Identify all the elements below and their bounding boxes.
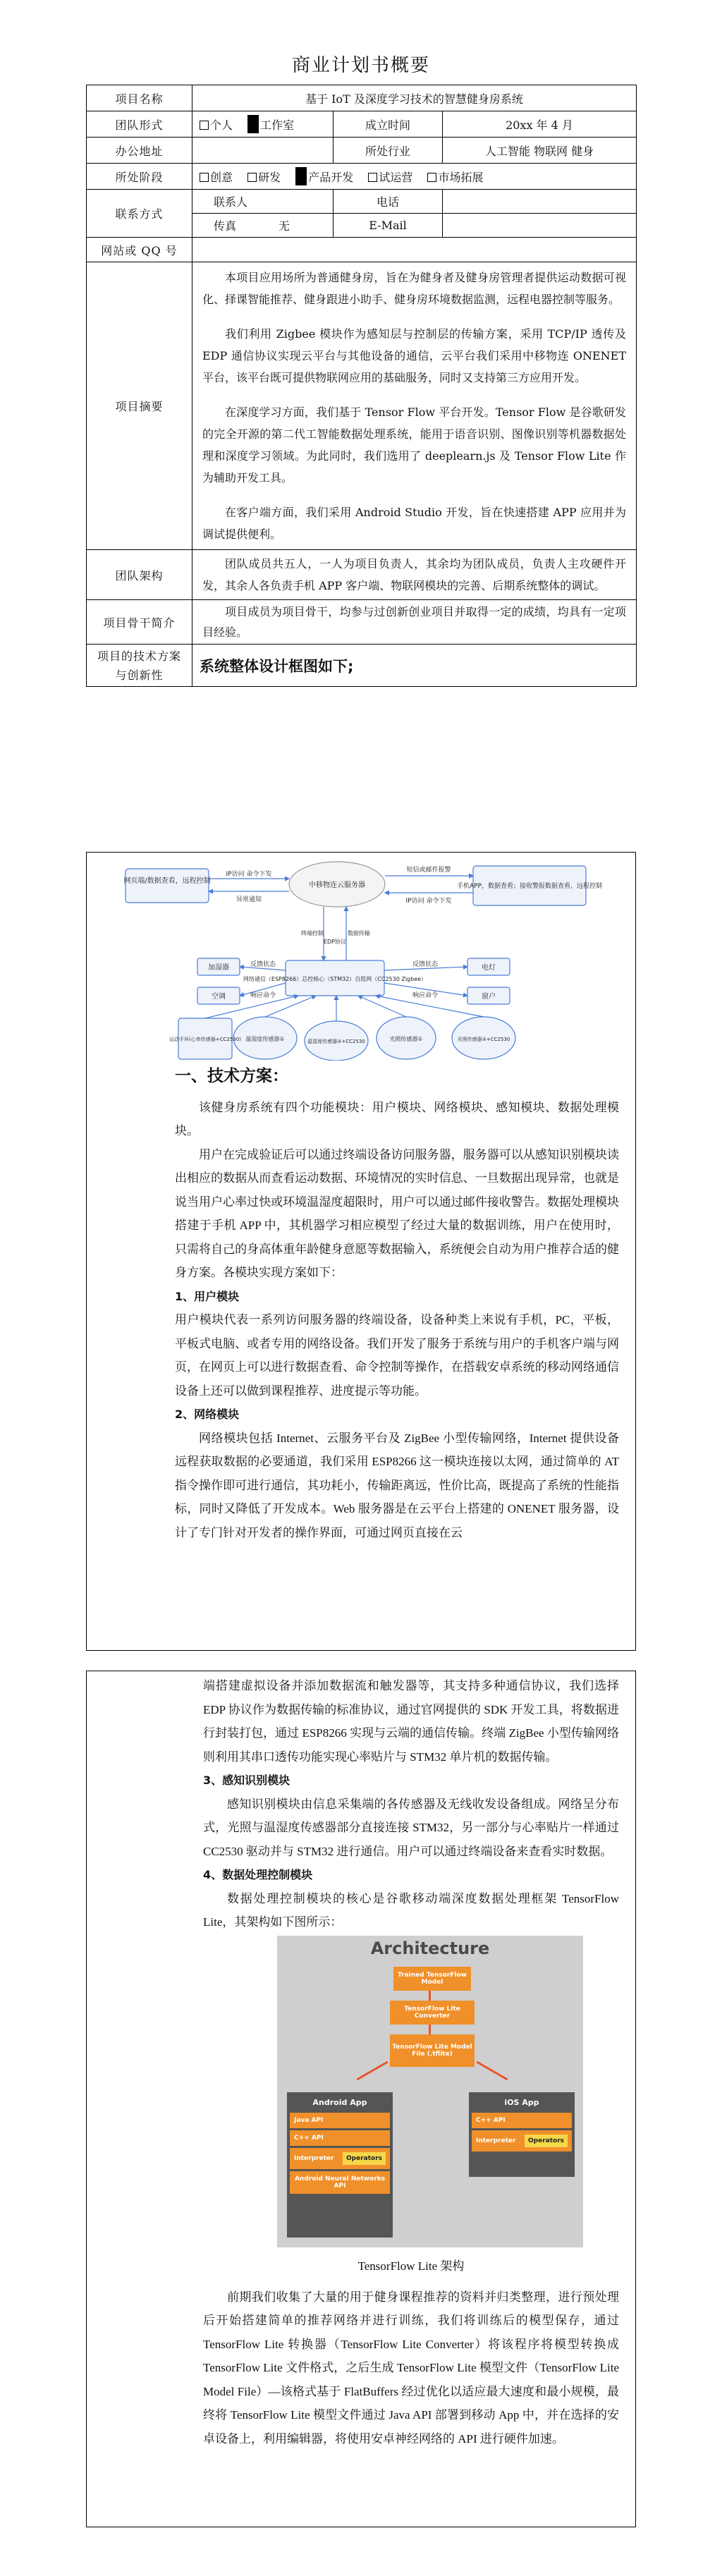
text-door: 窗户: [482, 993, 496, 1001]
arch-arrow-left: [357, 2061, 388, 2081]
label-office: 办公地址: [87, 138, 192, 164]
arch-ios-interpreter-row: [472, 2130, 572, 2151]
arch-converter: TensorFlow Lite Converter: [390, 2001, 475, 2025]
label-contact: 联系方式: [87, 190, 192, 238]
row-team-structure: [87, 550, 637, 600]
tech-section-box: [86, 852, 636, 1651]
arch-ios-cpp-api: C++ API: [472, 2113, 572, 2128]
value-tech-heading: 系统整体设计框图如下;: [192, 645, 637, 687]
page-title: 商业计划书概要: [291, 55, 430, 76]
value-industry: 人工智能 物联网 健身: [443, 138, 637, 164]
row-team-form: [87, 111, 637, 138]
checkbox-individual[interactable]: [200, 121, 209, 130]
edge-fb1: 反馈状态: [250, 961, 276, 968]
label-website: 网站或 QQ 号: [87, 238, 192, 262]
text-remote: 网页端/数据查看，远程控制: [123, 877, 211, 885]
tech-text-block-2: [203, 1674, 619, 1934]
edge-resp2: 响应命令: [412, 992, 439, 999]
label-team-structure: 团队架构: [87, 550, 192, 600]
section-user-title: 1、用户模块: [175, 1289, 240, 1303]
row-contact-1: [87, 190, 637, 214]
value-founded: 20xx 年 4 月: [443, 111, 637, 138]
edge-alarm1: 异常通知: [235, 896, 262, 903]
text-sensor2: 温湿度传感器①: [245, 1036, 285, 1042]
row-website: [87, 238, 637, 262]
summary-body: [192, 262, 637, 550]
checkbox-studio-checked[interactable]: [247, 115, 259, 133]
arch-android-app: [287, 2092, 393, 2238]
edge-ip2: IP访问 命令下发: [405, 898, 452, 905]
section-network-title: 2、网络模块: [175, 1408, 240, 1421]
arch-arrow-right: [477, 2061, 508, 2081]
label-stage: 所处阶段: [87, 164, 192, 190]
label-phone: 电话: [334, 190, 443, 214]
section-sensing-text: 感知识别模块由信息采集端的各传感器及无线收发设备组成。网络呈分布式，光照与温湿度传感器部分直接连接 STM32，另一部分与心率贴片一样通过 CC2530 驱动并与 STM32 进行通信。用户可以通过终端设备来查看实时数据。: [203, 1797, 619, 1858]
team-intro-body: [192, 600, 637, 645]
arch-trained-model: Trained TensorFlow Model: [393, 1967, 471, 1991]
team-structure-text: 团队成员共五人，一人为项目负责人，其余均为团队成员，负责人主攻硬件开发，其余人各负责手机 APP 客户端、物联网模块的完善、后期系统整体的调试。: [202, 557, 626, 592]
option-studio: 工作室: [260, 118, 295, 132]
row-project-name: [87, 85, 637, 111]
arch-arrow-2: [429, 2025, 431, 2034]
option-idea: 创意: [210, 171, 233, 184]
arch-interpreter-row: [290, 2148, 390, 2169]
checkbox-idea[interactable]: [200, 173, 209, 182]
arch-cpp-api: C++ API: [290, 2130, 390, 2146]
arch-android-title: Android App: [312, 2098, 367, 2107]
label-industry: 所处行业: [334, 138, 443, 164]
row-team-intro: [87, 600, 637, 645]
label-summary: 项目摘要: [87, 262, 192, 550]
edge-data: 数据传输: [348, 930, 370, 936]
arch-ios-title: iOS App: [504, 2098, 539, 2107]
option-product-dev: 产品开发: [308, 171, 354, 184]
final-paragraph: 前期我们收集了大量的用于健身课程推荐的资料并归类整理，进行预处理后开始搭建简单的推荐网络并进行训练，我们将训练后的模型保存，通过 TensorFlow Lite 转换器（TensorFlow Lite Converter）将该程序将模型转换成 TensorFlow Lite 文件格式，之后生成 TensorFlow Lite 模型文件（TensorFlow Lite Model File）—该格式基于 FlatBuffers 经过优化以适应最大速度和最小规模，最终将 TensorFlow Lite 模型文件通过 Java API 部署到移动 App 中，并在选择的安卓设备上，利用编辑器，将使用安卓神经网络的 API 进行硬件加速。: [203, 2290, 619, 2446]
label-fax: 传真: [214, 219, 237, 233]
edge-resp1: 响应命令: [250, 992, 276, 999]
label-team-form: 团队形式: [87, 111, 192, 138]
value-office: [192, 138, 334, 164]
option-market: 市场拓展: [438, 171, 484, 184]
team-intro-text: 项目成员为项目骨干，均参与过创新创业项目并取得一定的成绩，均具有一定项目经验。: [202, 605, 626, 639]
checkbox-trial[interactable]: [368, 173, 377, 182]
label-email: E-Mail: [334, 214, 443, 238]
team-structure-body: [192, 550, 637, 600]
text-gateway: 网络通信（ESP8266）总控核心（STM32）自组网（CC2530 Zigbee）: [243, 976, 427, 982]
value-fax: 无: [279, 219, 290, 233]
section-sensing-title: 3、感知识别模块: [203, 1774, 290, 1787]
arch-ios-operators: Operators: [525, 2135, 568, 2147]
tech-text-block: [175, 1061, 619, 1544]
arch-arrow-1: [429, 1991, 431, 2001]
checkbox-market[interactable]: [427, 173, 436, 182]
value-email: [443, 214, 637, 238]
system-diagram: [122, 856, 671, 1061]
arch-caption: TensorFlow Lite 架构: [357, 2259, 465, 2273]
text-cloud: 中移物连云服务器: [309, 881, 365, 889]
edge-fb2: 反馈状态: [412, 961, 439, 968]
label-remote-1: [123, 876, 210, 885]
summary-paragraph: 在深度学习方面，我们基于 Tensor Flow 平台开发。Tensor Flow 是谷歌研发的完全开源的第二代工智能数据处理系统，能用于语音识别、图像识别等机器数据处理和深度学习领域。为此同时，我们选用了 deeplearn.js 及 Tensor Flow Lite 作为辅助开发工具。: [202, 405, 626, 484]
text-ac: 空调: [212, 993, 226, 1001]
stage-options: [192, 164, 637, 190]
value-phone: [443, 190, 637, 214]
section-user-text: 用户模块代表一系列访问服务器的终端设备，设备种类上来说有手机，PC，平板，平板式电脑、或者专用的网络设备。我们开发了服务于系统与用户的手机客户端与网页，在网页上可以进行数据查看、命令控制等操作，在搭载安卓系统的移动网络通信设备上还可以做到课程推荐、进度提示等功能。: [175, 1313, 619, 1398]
tech-overview: 用户在完成验证后可以通过终端设备访问服务器，服务器可以从感知识别模块读出相应的数据从而查看运动数据、环境情况的实时信息、一旦数据出现异常，也就是说当用户心率过快或环境温湿度超限时，用户可以通过邮件接收警告。数据处理模块搭建于手机 APP 中，其机器学习相应模型了经过大量的数据训练，用户在使用时，只需将自己的身高体重年龄健身意愿等数据输入，系统便会自动为用户推荐合适的健身方案。各模块实现方案如下：: [175, 1147, 619, 1279]
arch-nnapi: Android Neural Networks API: [290, 2171, 390, 2194]
arch-title: Architecture: [370, 1939, 490, 1958]
checkbox-product-dev-checked[interactable]: [295, 167, 307, 185]
text-mobile: 手机APP，数据查看；接收警报数据查看，远程控制: [456, 883, 603, 890]
tech-intro: 该健身房系统有四个功能模块：用户模块、网络模块、感知模块、数据处理模块。: [175, 1100, 619, 1137]
arch-java-api: Java API: [290, 2113, 390, 2128]
arch-interpreter: Interpreter: [294, 2155, 334, 2162]
row-stage: [87, 164, 637, 190]
value-project-name: 基于 IoT 及深度学习技术的智慧健身房系统: [192, 85, 637, 111]
label-founded: 成立时间: [334, 111, 443, 138]
option-trial: 试运营: [379, 171, 413, 184]
section-network-text-b: 端搭建虚拟设备并添加数据流和触发器等，其支持多种通信协议，我们选择 EDP 协议作为数据传输的标准协议，通过官网提供的 SDK 开发工具，将数据进行封装打包，通过 ESP8266 实现与云端的通信传输。终端 ZigBee 小型传输网络则利用其串口透传功能实现心率贴片与 STM32 单片机的数据传输。: [203, 1679, 619, 1764]
row-summary: [87, 262, 637, 550]
label-contact-person: 联系人: [192, 190, 334, 214]
text-sensor1: 运动手环(心率传感器+CC2530): [169, 1037, 241, 1042]
fax-cell: [192, 214, 334, 238]
option-rnd: 研发: [258, 171, 281, 184]
summary-paragraph: 在客户端方面，我们采用 Android Studio 开发，旨在快速搭建 APP 应用并为调试提供便利。: [202, 506, 626, 541]
arch-ios-app: [469, 2092, 575, 2177]
summary-paragraph: 我们利用 Zigbee 模块作为感知层与控制层的传输方案，采用 TCP/IP 透传及 EDP 通信协议实现云平台与其他设备的通信，云平台我们采用中移物连 ONENET 平台，该平台既可提供物联网应用的基础服务，同时又支持第三方应用开发。: [202, 327, 626, 384]
summary-paragraph: 本项目应用场所为普通健身房，旨在为健身者及健身房管理者提供运动数据可视化、择课智能推荐、健身跟进小助手、健身房环境数据监测，远程电器控制等服务。: [202, 271, 626, 306]
section-data-title: 4、数据处理控制模块: [203, 1868, 313, 1881]
tech-heading: 一、技术方案：: [175, 1067, 288, 1085]
option-individual: 个人: [210, 118, 233, 132]
text-humid: 加湿器: [208, 964, 229, 972]
value-website: [192, 238, 637, 262]
edge-term1: 终端控制: [301, 930, 324, 936]
label-team-intro: 项目骨干简介: [87, 600, 192, 645]
node-remote: [126, 869, 209, 903]
arch-model-file: TensorFlow Lite Model File (.tflite): [390, 2034, 475, 2067]
business-plan-table: [86, 85, 637, 687]
team-form-options: [192, 111, 334, 138]
tflite-architecture-figure: [277, 1936, 583, 2247]
arch-ios-interpreter: Interpreter: [476, 2137, 516, 2144]
section-data-text: 数据处理控制模块的核心是谷歌移动端深度数据处理框架 TensorFlow Lite，其架构如下图所示：: [203, 1891, 619, 1929]
row-tech: [87, 645, 637, 687]
edge-ip1: IP访问 命令下发: [226, 871, 272, 878]
checkbox-rnd[interactable]: [247, 173, 257, 182]
section-network-text-a: 网络模块包括 Internet、云服务平台及 ZigBee 小型传输网络，Internet 提供设备远程获取数据的必要通道，我们采用 ESP8266 这一模块连接以太网，通过简单的 AT 指令操作即可进行通信，其功耗小，传输距离远，性价比高，既提高了系统的性能指标，同时又降低了开发成本。Web 服务器是在云平台上搭建的 ONENET 服务器，设计了专门针对开发者的操作界面，可通过网页直接在云: [175, 1431, 619, 1539]
text-lamp: 电灯: [482, 964, 496, 972]
tech-text-block-3: [203, 2254, 619, 2450]
row-office: [87, 138, 637, 164]
arch-operators: Operators: [343, 2152, 386, 2165]
label-project-name: 项目名称: [87, 85, 192, 111]
text-sensor3: 温湿度传感器②+CC2530: [307, 1039, 365, 1044]
tech-section-box-continued: [86, 1671, 636, 2527]
edge-sms: 短信或邮件报警: [406, 867, 451, 874]
edge-edp: EDP协议: [323, 939, 347, 945]
text-sensor5: 光照传感器②+CC2530: [457, 1037, 510, 1042]
text-sensor4: 光照传感器①: [389, 1036, 423, 1042]
label-tech: 项目的技术方案与创新性: [87, 645, 192, 687]
